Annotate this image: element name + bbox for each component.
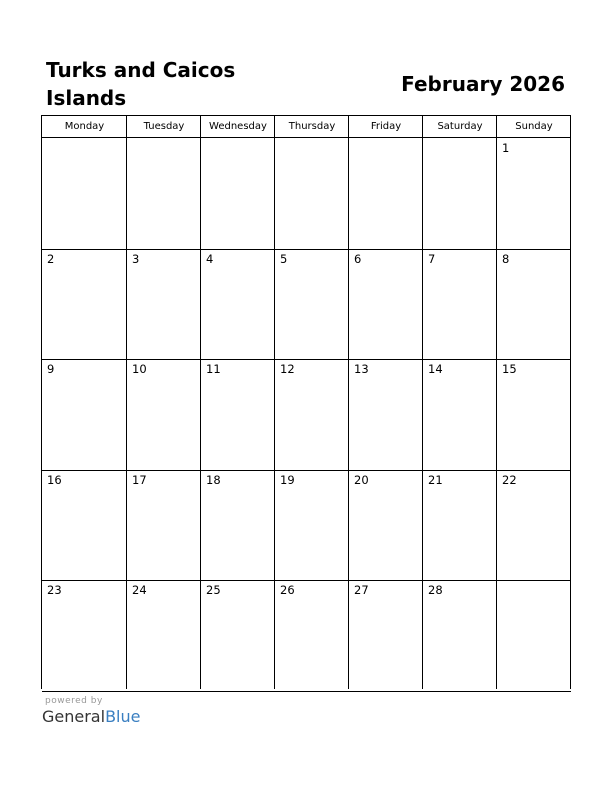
day-number: 10 — [132, 362, 147, 376]
weekday-header-tuesday: Tuesday — [143, 121, 185, 132]
day-number: 17 — [132, 472, 147, 487]
day-number: 8 — [502, 251, 510, 266]
day-number: 1 — [502, 141, 510, 155]
day-number: 22 — [502, 472, 517, 487]
weekday-header-thursday: Thursday — [288, 121, 336, 132]
calendar-grid — [41, 115, 571, 689]
weekday-header-saturday: Saturday — [437, 121, 483, 132]
day-number: 27 — [354, 583, 369, 597]
day-number: 5 — [280, 251, 288, 266]
day-number: 2 — [47, 251, 55, 266]
weekday-header-monday: Monday — [64, 121, 105, 132]
weekday-header-friday: Friday — [370, 121, 402, 132]
day-number: 21 — [428, 472, 443, 487]
day-number: 6 — [354, 251, 362, 266]
day-number: 16 — [47, 472, 62, 487]
week-row-line — [42, 470, 571, 582]
day-number: 13 — [354, 362, 369, 376]
day-number: 14 — [428, 362, 443, 376]
day-number: 3 — [132, 251, 140, 266]
day-number: 18 — [206, 472, 221, 487]
day-number: 9 — [47, 362, 55, 376]
day-number: 26 — [280, 583, 295, 597]
day-number: 4 — [206, 251, 214, 266]
day-number: 28 — [428, 583, 443, 597]
brand-blue-text: Blue — [105, 707, 141, 726]
day-number: 23 — [47, 583, 62, 597]
week-row-line — [42, 580, 571, 692]
weekday-header-sunday: Sunday — [515, 121, 553, 132]
day-number: 25 — [206, 583, 221, 597]
day-number: 24 — [132, 583, 147, 597]
brand-general-text: General — [42, 707, 106, 726]
day-number: 11 — [206, 362, 221, 376]
day-number: 19 — [280, 472, 295, 487]
country-title: Turks and Caicos Islands — [46, 58, 236, 110]
week-row-line — [42, 359, 571, 471]
week-row-line — [42, 249, 571, 361]
weekday-header-wednesday: Wednesday — [209, 121, 267, 132]
day-number: 15 — [502, 362, 517, 376]
week-row-line — [42, 138, 571, 250]
powered-by-label: powered by — [45, 696, 103, 706]
day-number: 12 — [280, 362, 295, 376]
month-year-title: February 2026 — [401, 72, 565, 96]
day-number: 7 — [428, 251, 436, 266]
day-number: 20 — [354, 472, 369, 487]
generalblue-logo[interactable] — [42, 707, 140, 726]
